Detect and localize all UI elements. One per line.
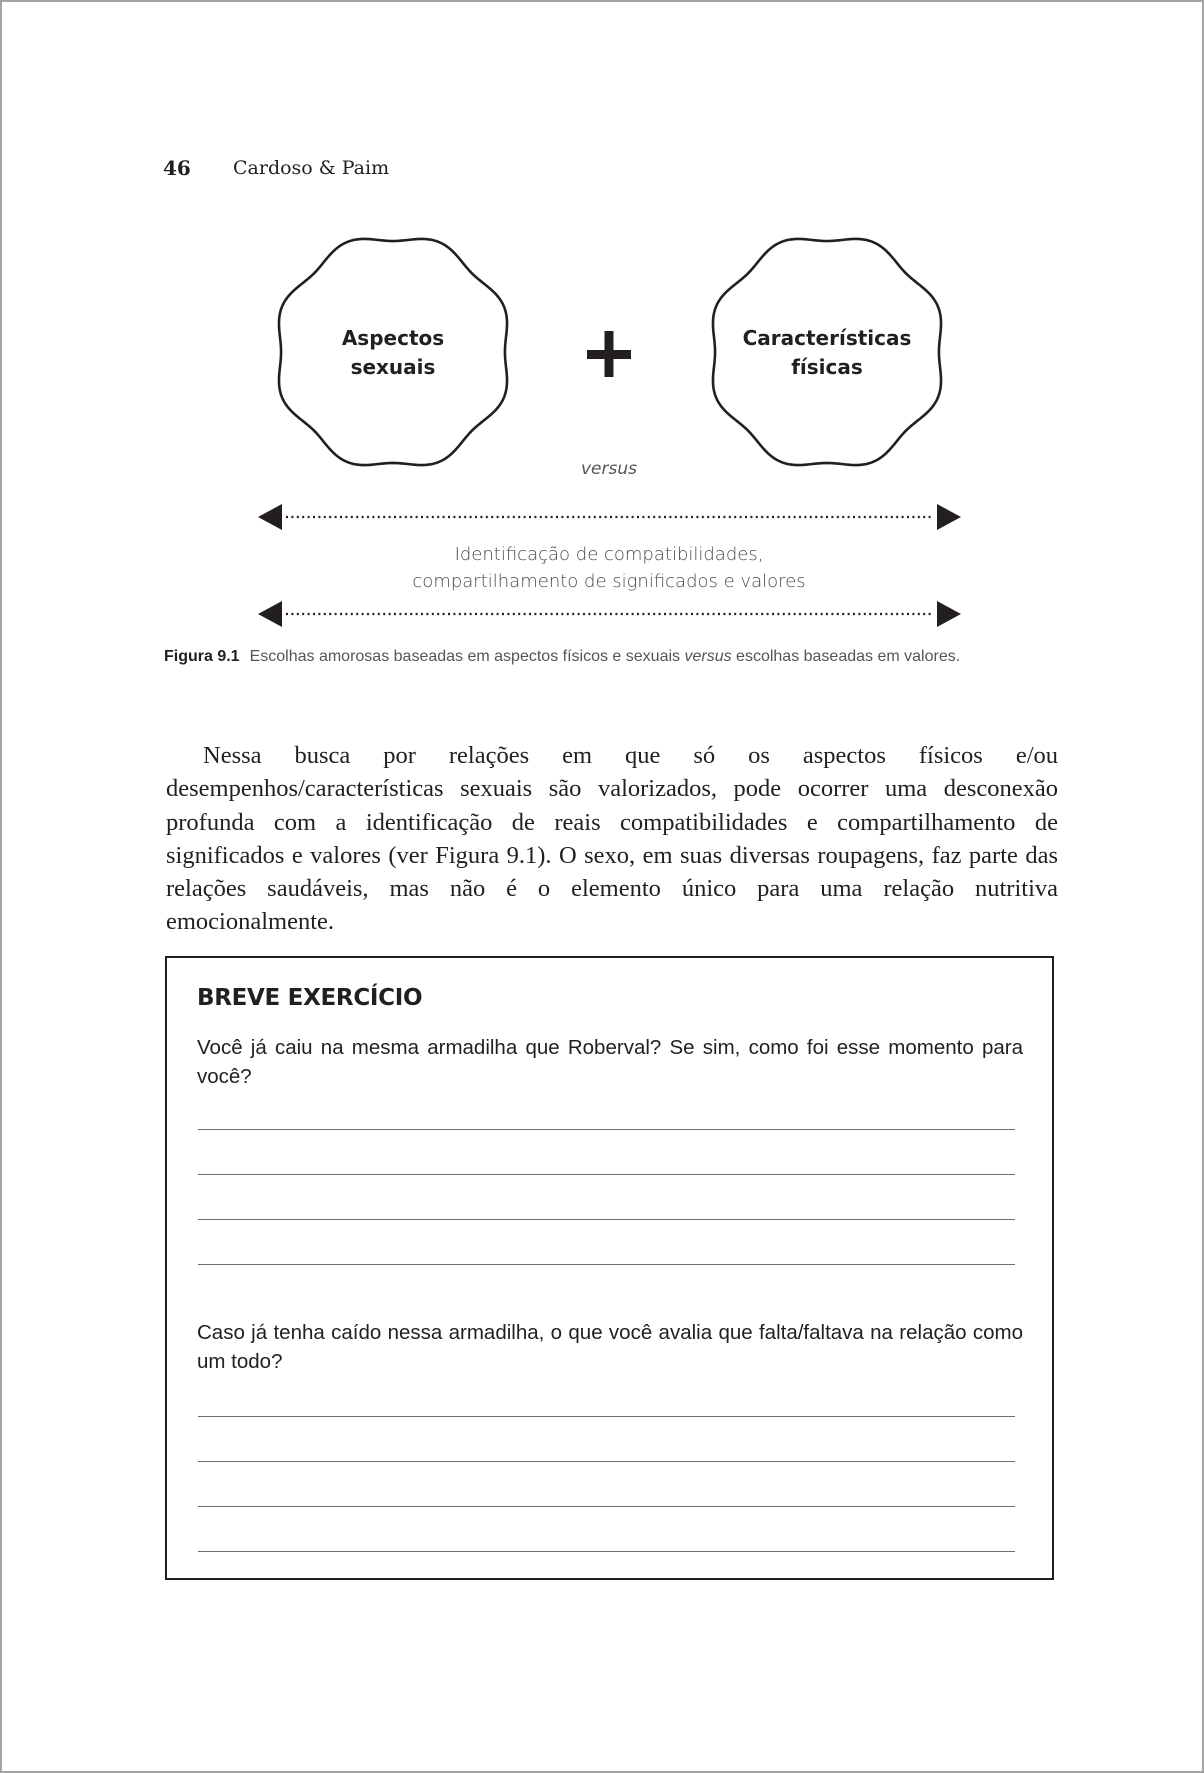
arrow-left-icon [258, 504, 282, 530]
answer-line[interactable] [198, 1416, 1015, 1417]
values-text-line1: Identificação de compatibilidades, [454, 544, 764, 565]
right-shape-label-line1: Características [742, 326, 912, 350]
arrow-right-icon [937, 504, 961, 530]
caption-text-italic: versus [684, 648, 732, 665]
figure-diagram [0, 0, 1204, 700]
exercise-heading: BREVE EXERCÍCIO [197, 985, 423, 1011]
answer-line[interactable] [198, 1174, 1015, 1175]
double-arrow-bottom [258, 601, 961, 627]
versus-label: versus [581, 459, 637, 479]
values-text [309, 541, 909, 595]
exercise-question-2: Caso já tenha caído nessa armadilha, o que você avalia que falta/faltava na relação como um todo? [197, 1321, 1023, 1373]
double-arrow-top [258, 504, 961, 530]
answer-line[interactable] [198, 1461, 1015, 1462]
running-head: Cardoso & Paim [233, 157, 390, 179]
answer-line[interactable] [198, 1506, 1015, 1507]
arrow-right-icon [937, 601, 961, 627]
left-shape-label-line2: sexuais [350, 355, 436, 379]
values-text-line2: compartilhamento de significados e valores [412, 571, 806, 592]
exercise-question-1: Você já caiu na mesma armadilha que Roberval? Se sim, como foi esse momento para você? [197, 1036, 1023, 1088]
caption-text-1: Escolhas amorosas baseadas em aspectos físicos e sexuais [249, 648, 685, 665]
answer-line[interactable] [198, 1129, 1015, 1130]
left-shape-label-line1: Aspectos [341, 326, 445, 350]
page-number: 46 [163, 156, 191, 180]
answer-line[interactable] [198, 1264, 1015, 1265]
left-shape-label [273, 324, 513, 382]
plus-icon [587, 331, 631, 377]
answer-line[interactable] [198, 1551, 1015, 1552]
arrow-left-icon [258, 601, 282, 627]
answer-line[interactable] [198, 1219, 1015, 1220]
right-shape-label [707, 324, 947, 382]
caption-text-2: escolhas baseadas em valores. [731, 648, 961, 665]
caption-label: Figura 9.1 [164, 648, 240, 665]
body-paragraph: Nessa busca por relações em que só os aspectos físicos e/ou desempenhos/características sexuais são valorizados, pode ocorrer uma desconexão profunda com a identificação de reais compatibilidades e compartilhamento de significados e valores (ver Figura 9.1). O sexo, em suas diversas roupagens, faz parte das relações saudáveis, mas não é o elemento único para uma relação nutritiva emocionalmente. [166, 742, 1058, 936]
right-shape-label-line2: físicas [791, 355, 863, 379]
figure-caption [164, 648, 960, 666]
